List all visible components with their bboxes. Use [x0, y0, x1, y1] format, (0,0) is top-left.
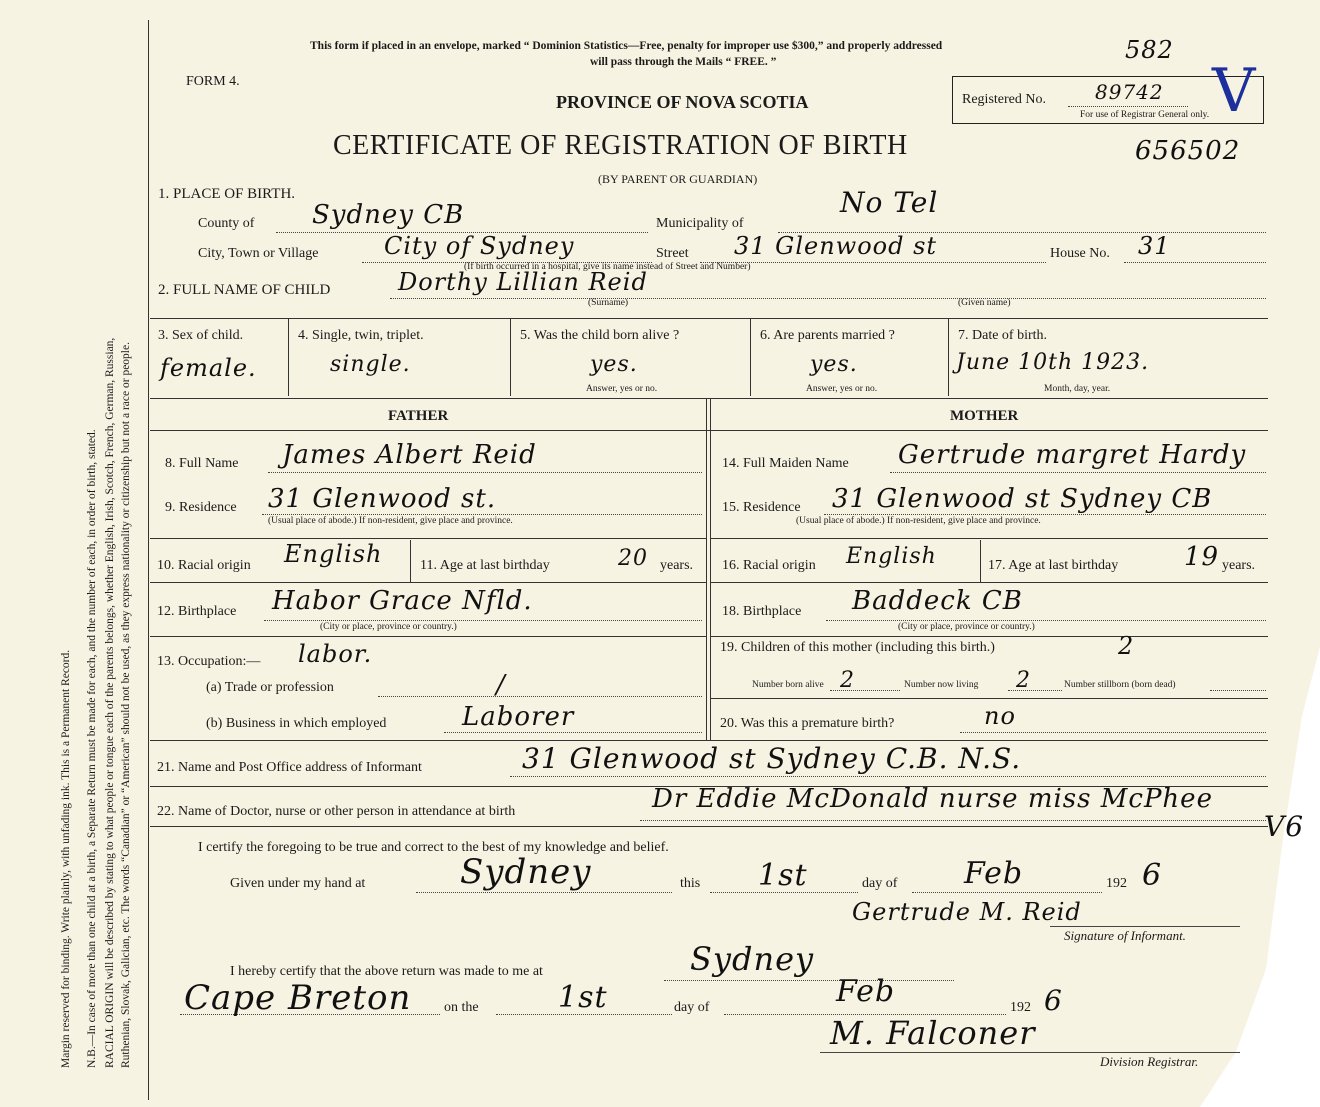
mother-heading: MOTHER	[950, 408, 1019, 424]
municipality-label: Municipality of	[656, 216, 744, 231]
registrar-day: 1st	[558, 980, 608, 1015]
given-year-prefix: 192	[1106, 876, 1127, 891]
registrar-day-of-label: day of	[674, 1000, 710, 1015]
children-value: 2	[1118, 632, 1135, 660]
occupation-label: 13. Occupation:—	[157, 654, 261, 669]
mother-abode-note: (Usual place of abode.) If non-resident, give place and province.	[796, 516, 1041, 526]
this-label: this	[680, 876, 701, 891]
premature-value: no	[984, 702, 1016, 730]
dob-note: Month, day, year.	[1044, 384, 1111, 394]
mother-birthplace-label: 18. Birthplace	[722, 604, 802, 619]
registered-label: Registered No.	[962, 92, 1046, 107]
margin-note-4: Ruthenian, Slovak, Galician, etc. The words “Canadian” or “American” should not be used, as they express nationality or citizenship but not a race or people.	[120, 342, 132, 1068]
registrar-county: Cape Breton	[184, 978, 412, 1018]
registrar-year-prefix: 192	[1010, 1000, 1031, 1015]
registrar-place: Sydney	[690, 940, 815, 978]
father-city-note: (City or place, province or country.)	[320, 622, 457, 632]
child-name-value: Dorthy Lillian Reid	[398, 268, 648, 296]
margin-note-3: RACIAL ORIGIN will be described by stating to what people or tongue each of the parents belongs, whether English, Irish, Scotch, French, German, Russian,	[104, 337, 116, 1068]
parents-married-label: 6. Are parents married ?	[760, 328, 895, 343]
mother-birthplace-value: Baddeck CB	[852, 586, 1023, 616]
plurality-value: single.	[330, 352, 411, 377]
hospital-note: (If birth occurred in a hospital, give its name instead of Street and Number)	[464, 262, 751, 272]
margin-note-2: N.B.—In case of more than one child at a birth, a Separate Return must be made for each, and the number of each, in order of birth, stated.	[86, 429, 98, 1068]
mother-age-label: 17. Age at last birthday	[988, 558, 1119, 573]
father-birthplace-label: 12. Birthplace	[157, 604, 237, 619]
informant-signature-label: Signature of Informant.	[1064, 928, 1186, 943]
informant-address-value: 31 Glenwood st Sydney C.B. N.S.	[522, 742, 1022, 775]
given-year: 6	[1142, 858, 1163, 893]
given-day: 1st	[758, 858, 808, 893]
born-alive-value: yes.	[590, 352, 638, 377]
born-alive-count-label: Number born alive	[752, 680, 824, 690]
given-under-label: Given under my hand at	[230, 876, 366, 891]
house-value: 31	[1138, 232, 1171, 260]
stillborn-label: Number stillborn (born dead)	[1064, 680, 1176, 690]
born-alive-label: 5. Was the child born alive ?	[520, 328, 680, 343]
business-value: Laborer	[462, 702, 575, 732]
mother-residence-label: 15. Residence	[722, 500, 801, 515]
yes-no-note-2: Answer, yes or no.	[806, 384, 878, 394]
father-age-value: 20	[618, 546, 648, 571]
mail-notice-2: will pass through the Mails “ FREE. ”	[590, 56, 777, 68]
premature-label: 20. Was this a premature birth?	[720, 716, 895, 731]
county-value: Sydney CB	[312, 200, 465, 230]
given-name-note: (Given name)	[958, 298, 1011, 308]
father-heading: FATHER	[388, 408, 449, 424]
certificate-title: CERTIFICATE OF REGISTRATION OF BIRTH	[333, 130, 908, 161]
margin-mark: V6	[1264, 810, 1305, 843]
father-abode-note: (Usual place of abode.) If non-resident, give place and province.	[268, 516, 513, 526]
check-mark: V	[1212, 56, 1257, 126]
mother-name-value: Gertrude margret Hardy	[898, 440, 1247, 470]
province-heading: PROVINCE OF NOVA SCOTIA	[556, 92, 809, 112]
mother-race-label: 16. Racial origin	[722, 558, 816, 573]
torn-corner	[1200, 647, 1320, 1107]
mother-age-value: 19	[1184, 542, 1220, 572]
now-living-value: 2	[1016, 668, 1031, 693]
given-place: Sydney	[460, 852, 592, 892]
corner-number: 582	[1125, 36, 1174, 64]
margin-note-1: Margin reserved for binding. Write plainly, with unfading ink. This is a Permanent Record.	[60, 649, 72, 1068]
trade-label: (a) Trade or profession	[206, 680, 334, 695]
father-name-label: 8. Full Name	[165, 456, 239, 471]
mother-years-label: years.	[1222, 558, 1256, 573]
street-value: 31 Glenwood st	[734, 232, 938, 260]
registered-number: 89742	[1095, 80, 1164, 104]
place-of-birth-label: 1. PLACE OF BIRTH.	[158, 186, 296, 202]
city-label: City, Town or Village	[198, 246, 319, 261]
dob-label: 7. Date of birth.	[958, 328, 1048, 343]
child-name-label: 2. FULL NAME OF CHILD	[158, 282, 331, 298]
certificate-subtitle: (BY PARENT OR GUARDIAN)	[598, 172, 758, 186]
day-of-label: day of	[862, 876, 898, 891]
registrar-text: I hereby certify that the above return was made to me at	[230, 964, 543, 979]
born-alive-count-value: 2	[840, 668, 855, 693]
now-living-label: Number now living	[904, 680, 979, 690]
plurality-label: 4. Single, twin, triplet.	[298, 328, 424, 343]
mail-notice-1: This form if placed in an envelope, marked “ Dominion Statistics—Free, penalty for improper use $300,” and properly addressed	[310, 40, 943, 52]
dob-value: June 10th 1923.	[956, 350, 1150, 375]
yes-no-note-1: Answer, yes or no.	[586, 384, 658, 394]
binding-margin-line	[148, 20, 149, 1100]
registrar-month: Feb	[836, 974, 896, 1009]
mother-residence-value: 31 Glenwood st Sydney CB	[832, 484, 1213, 514]
father-residence-value: 31 Glenwood st.	[268, 484, 497, 514]
father-age-label: 11. Age at last birthday	[420, 558, 550, 573]
certify-text: I certify the foregoing to be true and correct to the best of my knowledge and belief.	[198, 840, 669, 855]
mother-city-note: (City or place, province or country.)	[898, 622, 1035, 632]
mother-name-label: 14. Full Maiden Name	[722, 456, 849, 471]
father-race-label: 10. Racial origin	[157, 558, 251, 573]
parents-married-value: yes.	[810, 352, 858, 377]
registrar-year: 6	[1044, 984, 1063, 1017]
occupation-value: labor.	[298, 640, 373, 668]
municipality-value: No Tel	[840, 186, 939, 219]
mother-race-value: English	[846, 544, 937, 569]
registrar-signature-label: Division Registrar.	[1100, 1054, 1199, 1069]
registrar-signature: M. Falconer	[830, 1014, 1036, 1052]
doctor-value: Dr Eddie McDonald nurse miss McPhee	[652, 784, 1213, 814]
father-name-value: James Albert Reid	[282, 440, 537, 470]
county-label: County of	[198, 216, 255, 231]
sex-label: 3. Sex of child.	[158, 328, 244, 343]
registrar-note: For use of Registrar General only.	[1080, 110, 1210, 120]
business-label: (b) Business in which employed	[206, 716, 387, 731]
street-label: Street	[656, 246, 689, 261]
informant-signature: Gertrude M. Reid	[852, 898, 1082, 926]
informant-address-label: 21. Name and Post Office address of Informant	[157, 760, 422, 775]
house-label: House No.	[1050, 246, 1110, 261]
on-the-label: on the	[444, 1000, 479, 1015]
trade-value: /	[496, 670, 506, 700]
city-value: City of Sydney	[384, 232, 575, 260]
father-birthplace-value: Habor Grace Nfld.	[272, 586, 533, 616]
stamp-number: 656502	[1135, 136, 1241, 166]
form-number: FORM 4.	[186, 74, 240, 89]
children-label: 19. Children of this mother (including this birth.)	[720, 640, 995, 655]
surname-note: (Surname)	[588, 298, 629, 308]
given-month: Feb	[964, 856, 1024, 891]
doctor-label: 22. Name of Doctor, nurse or other person in attendance at birth	[157, 804, 516, 819]
sex-value: female.	[160, 354, 257, 382]
father-residence-label: 9. Residence	[165, 500, 237, 515]
father-years-label: years.	[660, 558, 694, 573]
father-race-value: English	[284, 540, 383, 568]
